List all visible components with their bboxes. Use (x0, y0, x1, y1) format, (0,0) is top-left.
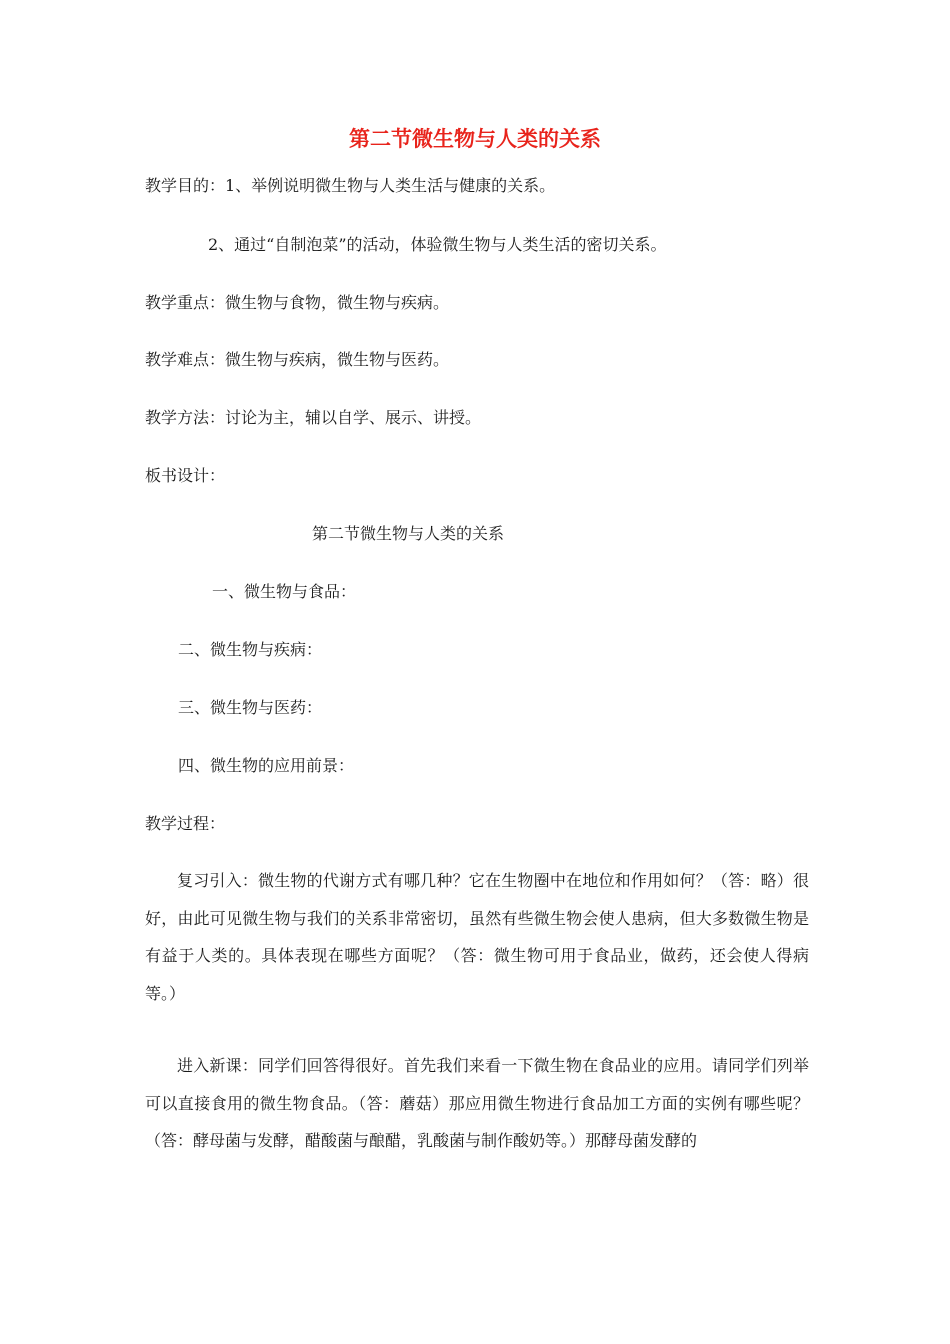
objectives-line-1: 教学目的：1、举例说明微生物与人类生活与健康的关系。 (145, 176, 556, 195)
process-label: 教学过程： (145, 814, 226, 833)
board-item-disease: 二、微生物与疾病： (178, 640, 323, 659)
difficulties-line: 教学难点：微生物与疾病，微生物与医药。 (145, 350, 450, 369)
board-item-medicine: 三、微生物与医药： (178, 698, 323, 717)
document-title: 第二节微生物与人类的关系 (349, 127, 601, 151)
board-item-prospects: 四、微生物的应用前景： (178, 756, 355, 775)
key-points-line: 教学重点：微生物与食物，微生物与疾病。 (145, 293, 450, 312)
board-design-label: 板书设计： (145, 466, 226, 485)
board-title: 第二节微生物与人类的关系 (312, 524, 505, 543)
paragraph-review: 复习引入：微生物的代谢方式有哪几种？它在生物圈中在地位和作用如何？（答：略）很好，由此可见微生物与我们的关系非常密切，虽然有些微生物会使人患病，但大多数微生物是有益于人类的。具体表现在哪些方面呢？（答：微生物可用于食品业，做药，还会使人得病等。） (145, 871, 809, 1003)
paragraph-new-lesson: 进入新课：同学们回答得很好。首先我们来看一下微生物在食品业的应用。请同学们列举可以直接食用的微生物食品。（答：蘑菇）那应用微生物进行食品加工方面的实例有哪些呢？（答：酵母菌与发酵，醋酸菌与酿醋，乳酸菌与制作酸奶等。）那酵母菌发酵的 (145, 1056, 809, 1150)
methods-line: 教学方法：讨论为主，辅以自学、展示、讲授。 (145, 408, 482, 427)
board-item-food: 一、微生物与食品： (212, 582, 357, 601)
objectives-line-2: 2、通过“自制泡菜”的活动，体验微生物与人类生活的密切关系。 (208, 235, 667, 254)
